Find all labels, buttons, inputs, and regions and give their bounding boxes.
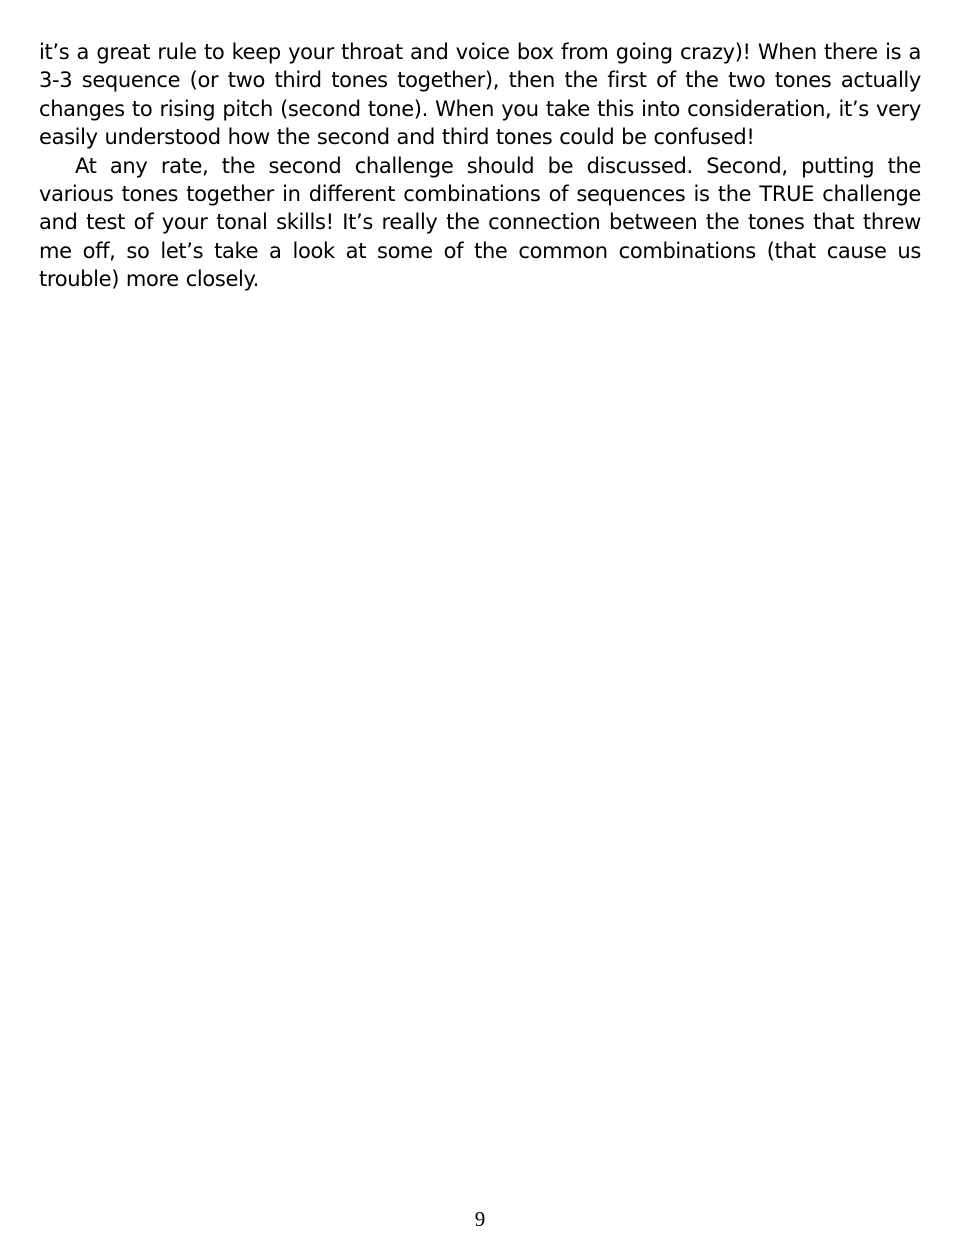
page-number: 9 (474, 1207, 486, 1231)
body-text (39, 38, 921, 294)
paragraph-second-challenge: At any rate, the second challenge should be discussed. Second, putting the various tones together in different combinations of sequences is the TRUE challenge and test of your tonal skills! It’s really the connection between the tones that threw me off, so let’s take a look at some of the common combinations (that cause us trouble) more closely. (39, 153, 921, 292)
paragraph-continuation: it’s a great rule to keep your throat and voice box from going crazy)! When there is a 3-3 sequence (or two third tones together), then the first of the two tones actually changes to rising pitch (second tone). When you take this into consideration, it’s very easily understood how the second and third tones could be confused! (39, 40, 921, 150)
